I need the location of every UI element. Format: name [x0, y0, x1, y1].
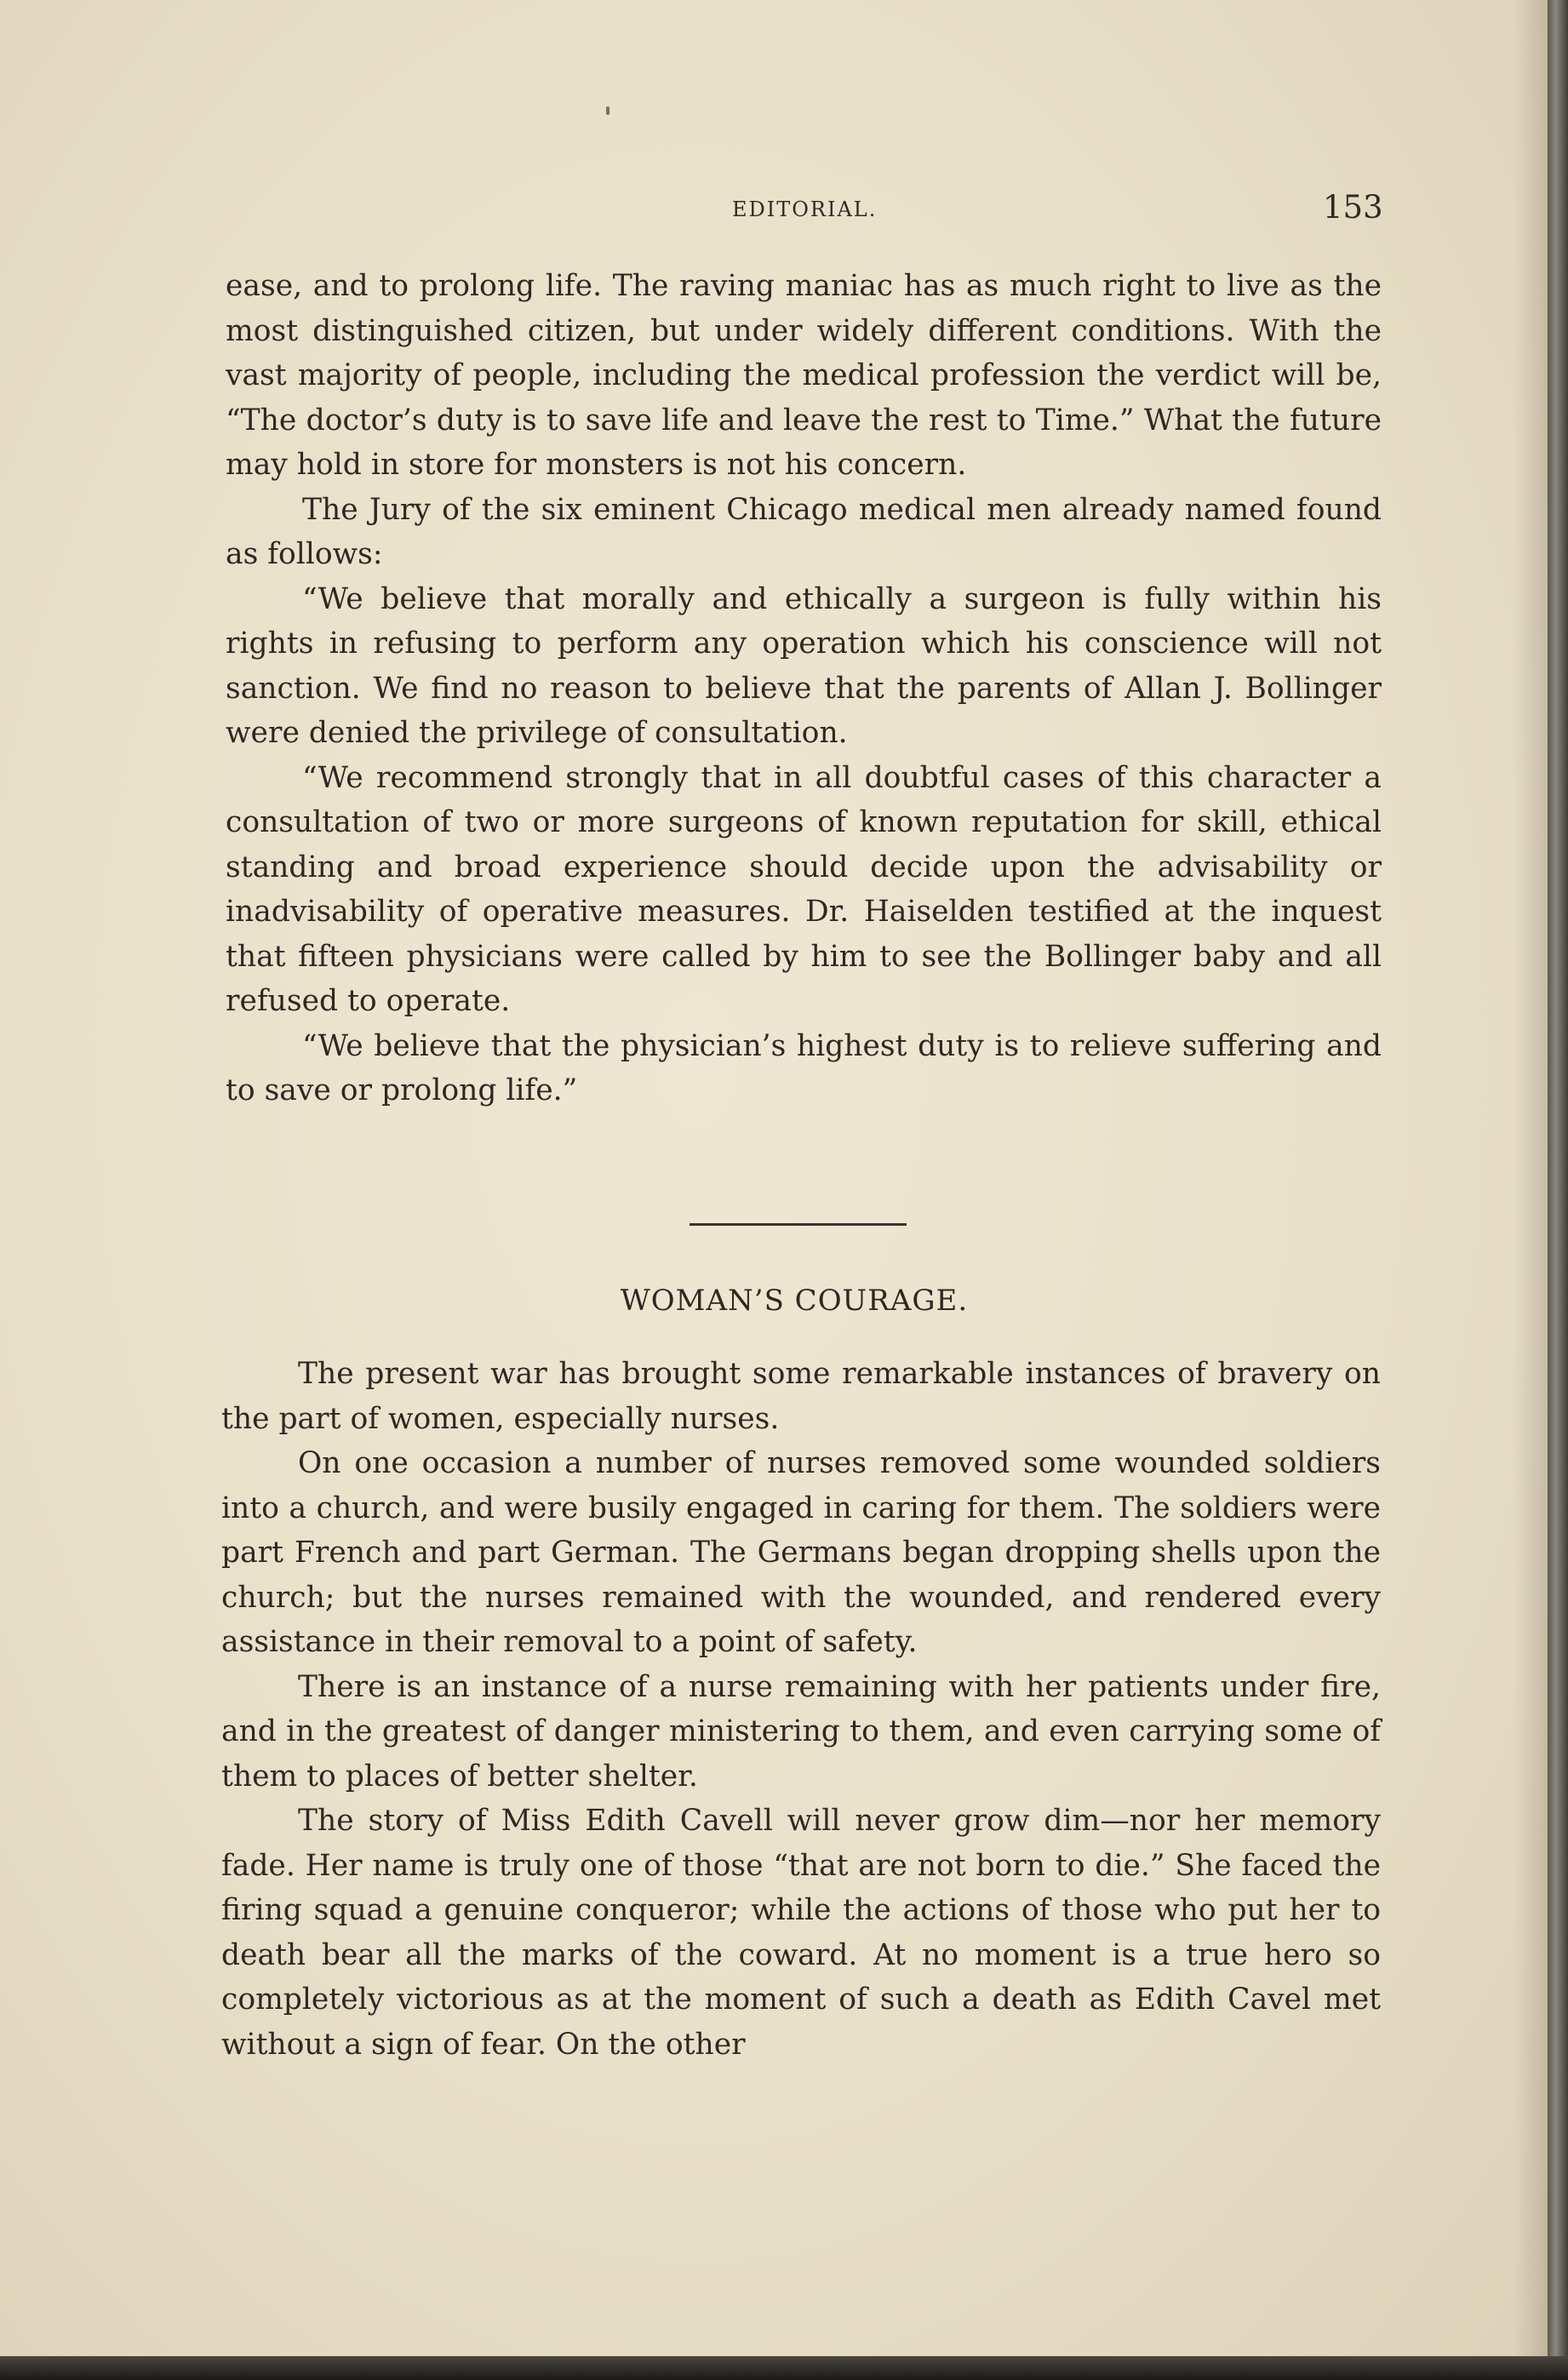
- paragraph: On one occasion a number of nurses removed some wounded soldiers into a church, and were busily engaged in caring for them. The soldiers were part French and part German. The Germans began dropping shells upon the church; but the nurses remained with the wounded, and rendered every assistance in their removal to a point of safety.: [221, 1446, 1381, 1659]
- section-title: [0, 1284, 1548, 1318]
- editorial-text-block: [226, 264, 1382, 1113]
- section-title-text: WOMAN’S COURAGE.: [620, 1284, 969, 1318]
- section-divider: [690, 1223, 907, 1226]
- book-spine-edge: [1548, 0, 1568, 2380]
- paragraph: The Jury of the six eminent Chicago medical men already named found as follows:: [226, 492, 1382, 571]
- book-bottom-edge: [0, 2356, 1568, 2380]
- paragraph: The present war has brought some remarkable instances of bravery on the part of women, especially nurses.: [221, 1357, 1381, 1436]
- paragraph: “We believe that the physician’s highest duty is to relieve suffering and to save or prolong life.”: [226, 1028, 1382, 1107]
- paragraph: “We believe that morally and ethically a surgeon is fully within his rights in refusing to perform any operation which his conscience will not sanction. We find no reason to believe that the parents of Allan J. Bollinger were denied the privilege of consultation.: [226, 581, 1382, 750]
- page-number: 153: [1323, 189, 1383, 226]
- womans-courage-text-block: [221, 1352, 1381, 2067]
- ink-speck: [606, 106, 609, 115]
- paragraph: ease, and to prolong life. The raving maniac has as much right to live as the most distinguished citizen, but under widely different conditions. With the vast majority of people, including the medical profession the verdict will be, “The doctor’s duty is to save life and leave the rest to Time.” What the future may hold in store for monsters is not his concern.: [226, 269, 1382, 482]
- paragraph: The story of Miss Edith Cavell will never grow dim—nor her memory fade. Her name is truly one of those “that are not born to die.” She faced the firing squad a genuine conqueror; while the actions of those who put her to death bear all the marks of the coward. At no moment is a true hero so completely victorious as at the moment of such a death as Edith Cavel met without a sign of fear. On the other: [221, 1804, 1381, 2062]
- running-head: EDITORIAL.: [732, 197, 878, 221]
- paragraph: There is an instance of a nurse remaining with her patients under fire, and in the greatest of danger ministering to them, and even carrying some of them to places of better shelter.: [221, 1669, 1381, 1794]
- paragraph: “We recommend strongly that in all doubtful cases of this character a consultation of two or more surgeons of known reputation for skill, ethical standing and broad experience should decide upon the advisability or inadvisability of operative measures. Dr. Haiselden testified at the inquest that fifteen physicians were called by him to see the Bollinger baby and all refused to operate.: [226, 760, 1382, 1018]
